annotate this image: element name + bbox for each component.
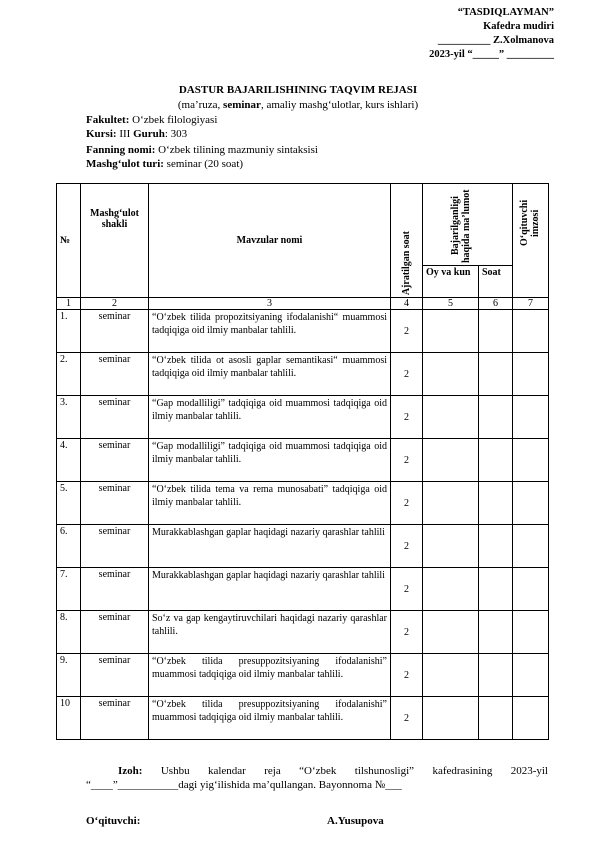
table-row [57,310,549,353]
row-signature [513,568,549,611]
row-hours: 2 [391,353,423,396]
row-number: 3. [57,396,81,439]
row-number: 7. [57,568,81,611]
row-topic: “O‘zbek tilida presuppozitsiyaning ifodalanishi” muammosi tadqiqiga oid ilmiy manbalar tahlili. [149,697,391,740]
row-number: 10 [57,697,81,740]
row-topic: “O‘zbek tilida propozitsiyaning ifodalanishi“ muammosi tadqiqiga oid ilmiy manbalar tahlili. [149,310,391,353]
row-hours: 2 [391,697,423,740]
table-row [57,654,549,697]
row-signature [513,611,549,654]
row-date [423,310,479,353]
header-done-cell [423,184,513,266]
type-line [86,157,243,171]
approval-line-4: 2023-yil “_____” _________ [429,49,554,60]
row-date [423,525,479,568]
row-hours: 2 [391,310,423,353]
row-signature [513,439,549,482]
row-topic: “O‘zbek tilida presuppozitsiyaning ifodalanishi” muammosi tadqiqiga oid ilmiy manbalar tahlili. [149,654,391,697]
row-hours: 2 [391,611,423,654]
row-date [423,482,479,525]
row-type: seminar [81,396,149,439]
row-hours: 2 [391,568,423,611]
row-hour [479,310,513,353]
subtitle-part: (ma’ruza, [177,99,224,111]
row-type: seminar [81,697,149,740]
row-hours: 2 [391,525,423,568]
subtitle-part: , amaliy mashg‘ulotlar, kurs ishlari) [260,99,419,111]
row-hours: 2 [391,654,423,697]
course-line [86,127,187,141]
col-number: 3 [149,298,391,310]
header-hours-cell [391,184,423,298]
row-hour [479,482,513,525]
table-row [57,697,549,740]
teacher-label: O‘qituvchi: [86,815,141,827]
row-signature [513,654,549,697]
table-row [57,439,549,482]
row-hours: 2 [391,482,423,525]
row-date [423,353,479,396]
row-topic: “O‘zbek tilida tema va rema munosabati” tadqiqiga oid ilmiy manbalar tahlili. [149,482,391,525]
teacher-name: A.Yusupova [327,815,384,827]
header-num: № [57,184,81,298]
calendar-plan-table [56,183,549,740]
table-row [57,482,549,525]
approval-block [429,6,554,62]
document-subtitle [0,99,596,111]
header-teacher-cell [513,184,549,298]
row-hour [479,525,513,568]
row-signature [513,310,549,353]
row-hour [479,611,513,654]
row-topic: Murakkablashgan gaplar haqidagi nazariy qarashlar tahlili [149,568,391,611]
row-type: seminar [81,482,149,525]
header-done: Bajarilganligi haqida ma’lumot [449,189,472,263]
col-number: 2 [81,298,149,310]
row-topic: “Gap modalliligi” tadqiqiga oid muammosi tadqiqiga oid ilmiy manbalar tahlili. [149,439,391,482]
document-title: DASTUR BAJARILISHINING TAQVIM REJASI [178,84,418,96]
table-row [57,353,549,396]
subject-label: Fanning nomi: [86,144,156,156]
row-type: seminar [81,439,149,482]
row-number: 1. [57,310,81,353]
row-number: 2. [57,353,81,396]
row-hour [479,396,513,439]
row-number: 8. [57,611,81,654]
row-signature [513,482,549,525]
header-teacher: O‘qituvchi imzosi [518,199,541,247]
row-date [423,654,479,697]
row-type: seminar [81,654,149,697]
row-type: seminar [81,568,149,611]
footer-note [86,764,548,792]
row-date [423,396,479,439]
faculty-label: Fakultet: [86,114,130,126]
row-signature [513,697,549,740]
col-number: 1 [57,298,81,310]
row-date [423,568,479,611]
subtitle-bold-part: seminar [223,99,261,111]
row-hours: 2 [391,439,423,482]
row-type: seminar [81,353,149,396]
column-number-row [57,298,549,310]
header-topic: Mavzular nomi [149,184,391,298]
row-hours: 2 [391,396,423,439]
row-hour [479,439,513,482]
subject-value: O‘zbek tilining mazmuniy sintaksisi [155,144,318,156]
table-row [57,568,549,611]
group-value: : 303 [164,128,188,140]
row-hour [479,568,513,611]
approval-line-3: __________ Z.Xolmanova [437,35,554,46]
col-number: 4 [391,298,423,310]
header-hour: Soat [479,266,513,298]
row-number: 9. [57,654,81,697]
row-topic: “Gap modalliligi” tadqiqiga oid muammosi tadqiqiga oid ilmiy manbalar tahlili. [149,396,391,439]
col-number: 6 [479,298,513,310]
subject-line [86,143,318,157]
table-row [57,396,549,439]
type-value: seminar (20 soat) [163,158,244,170]
group-label: Guruh [133,128,165,140]
row-hour [479,353,513,396]
row-number: 5. [57,482,81,525]
type-label: Mashg‘ulot turi: [86,158,164,170]
col-number: 5 [423,298,479,310]
col-number: 7 [513,298,549,310]
row-topic: Murakkablashgan gaplar haqidagi nazariy qarashlar tahlili [149,525,391,568]
note-label: Izoh: [118,765,143,777]
row-date [423,697,479,740]
row-date [423,439,479,482]
row-hour [479,697,513,740]
table-row [57,611,549,654]
row-number: 6. [57,525,81,568]
header-date: Oy va kun [423,266,479,298]
row-signature [513,353,549,396]
row-topic: So‘z va gap kengaytiruvchilari haqidagi nazariy qarashlar tahlili. [149,611,391,654]
course-value: III [116,128,134,140]
header-hours: Ajratilgan soat [401,230,412,295]
row-date [423,611,479,654]
faculty-line [86,113,217,127]
row-type: seminar [81,525,149,568]
row-signature [513,396,549,439]
table-row [57,525,549,568]
row-type: seminar [81,310,149,353]
faculty-value: O‘zbek filologiyasi [129,114,218,126]
note-text: Ushbu kalendar reja “O‘zbek tilshunosligi” kafedrasining 2023-yil “____”___________dagi yig‘ilishida ma’qullangan. Bayonnoma №___ [86,765,548,791]
row-number: 4. [57,439,81,482]
row-hour [479,654,513,697]
header-type: Mashg‘ulot shakli [81,184,149,298]
row-signature [513,525,549,568]
course-label: Kursi: [86,128,117,140]
row-topic: “O‘zbek tilida ot asosli gaplar semantikasi“ muammosi tadqiqiga oid ilmiy manbalar tahlili. [149,353,391,396]
approval-line-2: Kafedra mudiri [483,21,554,32]
approval-line-1: “TASDIQLAYMAN” [457,7,554,18]
row-type: seminar [81,611,149,654]
